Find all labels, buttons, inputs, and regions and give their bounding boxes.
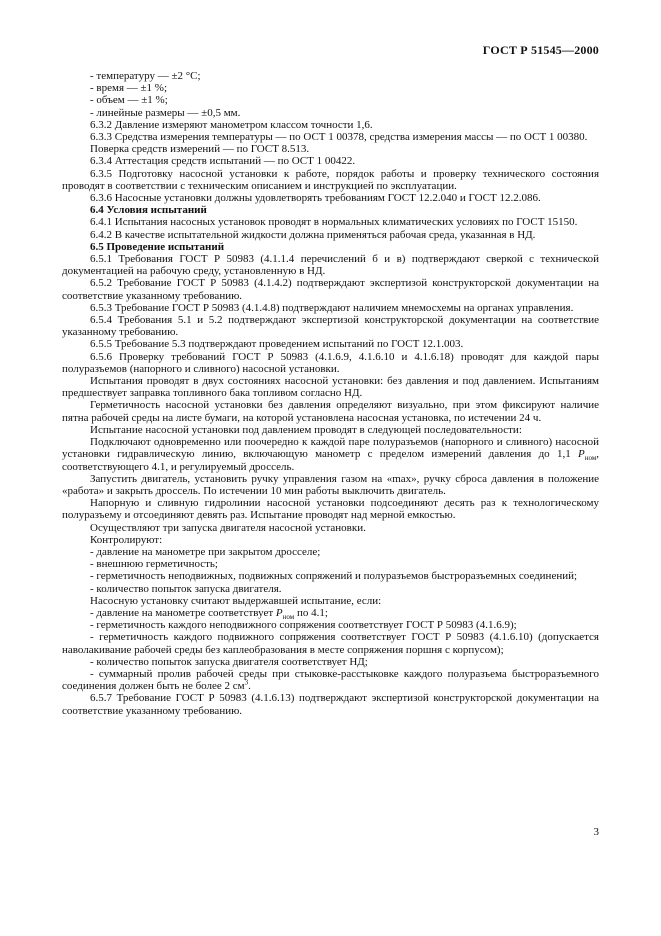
paragraph: 6.3.6 Насосные установки должны удовлетворять требованиям ГОСТ 12.2.040 и ГОСТ 12.2.086. — [90, 192, 541, 205]
pressure-symbol: P — [577, 448, 585, 461]
paragraph: 6.4.1 Испытания насосных установок проводят в нормальных климатических условиях по ГОСТ 15150. — [90, 216, 578, 229]
list-item: - внешнюю герметичность; — [90, 558, 218, 571]
list-item-text: - суммарный пролив рабочей среды при стыковке-расстыковке каждого полуразъема быстроразъемного соединения должен быть не более 2 см — [62, 667, 599, 693]
nominal-subscript: ном — [584, 454, 597, 463]
list-item-text: - давление на манометре соответствует — [90, 606, 276, 619]
paragraph: Испытание насосной установки под давлением проводят в следующей последовательности: — [90, 423, 522, 436]
pressure-symbol: P — [275, 606, 283, 619]
list-item: - температуру — ±2 °С; — [90, 70, 201, 82]
paragraph: 6.3.3 Средства измерения температуры — по ОСТ 1 00378, средства измерения массы — по ОСТ 1 00380. — [90, 131, 588, 144]
paragraph: 6.4.2 В качестве испытательной жидкости должна применяться рабочая среда, указанная в НД. — [90, 228, 536, 241]
list-item: - количество попыток запуска двигателя соответствует НД; — [90, 655, 368, 668]
paragraph: 6.3.2 Давление измеряют манометром классом точности 1,6. — [90, 118, 373, 131]
paragraph: Запустить двигатель, установить ручку управления газом на «max», ручку сброса давления в положение «работа» и закрыть дроссель. По истечении 10 мин работы выключить двигатель. — [62, 472, 599, 497]
list-item: - линейные размеры — ±0,5 мм. — [90, 106, 241, 119]
list-item: - время — ±1 %; — [90, 82, 168, 95]
paragraph: Осуществляют три запуска двигателя насосной установки. — [90, 521, 366, 534]
paragraph: 6.3.5 Подготовку насосной установки к работе, порядок работы и проверку технического состояния проводят в соответствии с техническим описанием и инструкцией по эксплуатации. — [62, 167, 599, 192]
list-item — [62, 668, 599, 692]
list-item: - герметичность неподвижных, подвижных сопряжений и полуразъемов быстроразъемных соединений; — [90, 570, 578, 583]
cube-superscript: 3 — [244, 678, 249, 687]
paragraph: Испытания проводят в двух состояниях насосной установки: без давления и под давлением. Испытаниям предшествует заправка топливного бака топливом согласно НД. — [62, 375, 599, 400]
paragraph: 6.5.6 Проверку требований ГОСТ Р 50983 (4.1.6.9, 4.1.6.10 и 4.1.6.18) проводят для каждой пары полуразъемов (напорного и сливного) насосной установки. — [62, 350, 599, 375]
section-heading: 6.4 Условия испытаний — [90, 204, 207, 217]
list-item: - количество попыток запуска двигателя. — [90, 582, 282, 595]
paragraph: 6.5.3 Требование ГОСТ Р 50983 (4.1.4.8) подтверждают наличием мнемосхемы на органах управления. — [90, 301, 574, 314]
list-item: - объем — ±1 %; — [90, 94, 168, 107]
paragraph: 6.5.5 Требование 5.3 подтверждают проведением испытаний по ГОСТ 12.1.003. — [90, 338, 464, 351]
paragraph: Контролируют: — [90, 533, 163, 546]
paragraph-text: Подключают одновременно или поочередно к каждой паре полуразъемов (напорного и сливного) насосной установки гидравлическую линию, включающую манометр с пределом измерений давления до 1,1 — [62, 436, 599, 461]
paragraph-tail: , соответствующего 4.1, и регулируемый дроссель. — [62, 448, 599, 473]
paragraph: Поверка средств измерений — по ГОСТ 8.513. — [90, 143, 310, 156]
page-number: 3 — [593, 826, 599, 838]
section-heading: 6.5 Проведение испытаний — [90, 240, 225, 253]
paragraph: 6.5.4 Требования 5.1 и 5.2 подтверждают экспертизой конструкторской документации на соответствие указанному требованию. — [62, 314, 599, 339]
nominal-subscript: ном — [282, 613, 295, 622]
paragraph: Насосную установку считают выдержавшей испытание, если: — [90, 594, 382, 607]
paragraph: 6.3.4 Аттестация средств испытаний — по ОСТ 1 00422. — [90, 155, 356, 168]
document-header: ГОСТ Р 51545—2000 — [482, 43, 599, 57]
paragraph: Напорную и сливную гидролинии насосной установки подсоединяют десять раз к технологическому полуразъему и отсоединяют девять раз. Испытание проводят над мерной емкостью. — [62, 497, 599, 522]
paragraph — [62, 436, 599, 473]
paragraph: 6.5.1 Требования ГОСТ Р 50983 (4.1.1.4 перечислений б и в) подтверждают сверкой с технической документацией на рабочую среду, установленную в НД. — [62, 253, 599, 278]
paragraph: 6.5.2 Требование ГОСТ Р 50983 (4.1.4.2) подтверждают экспертизой конструкторской документации на соответствие указанному требованию. — [62, 277, 599, 302]
paragraph: 6.5.7 Требование ГОСТ Р 50983 (4.1.6.13) подтверждают экспертизой конструкторской документации на соответствие указанному требованию. — [62, 692, 599, 717]
list-item: - герметичность каждого неподвижного сопряжения соответствует ГОСТ Р 50983 (4.1.6.9); — [90, 619, 517, 632]
list-item — [62, 606, 599, 622]
list-item: - давление на манометре при закрытом дросселе; — [90, 545, 321, 558]
paragraph: Герметичность насосной установки без давления определяют визуально, при этом фиксируют наличие пятна рабочей среды на листе бумаги, на которой установлена насосная установка, по истечении 24 ч. — [62, 399, 599, 424]
list-item-tail: по 4.1; — [294, 606, 328, 619]
list-item: - герметичность каждого подвижного сопряжения соответствует ГОСТ Р 50983 (4.1.6.10) (допускается наволакивание рабочей среды без каплеобразования в месте сопряжения поршня с корпусом); — [62, 631, 599, 656]
document-body — [62, 70, 599, 717]
list-item-tail: . — [248, 680, 251, 693]
